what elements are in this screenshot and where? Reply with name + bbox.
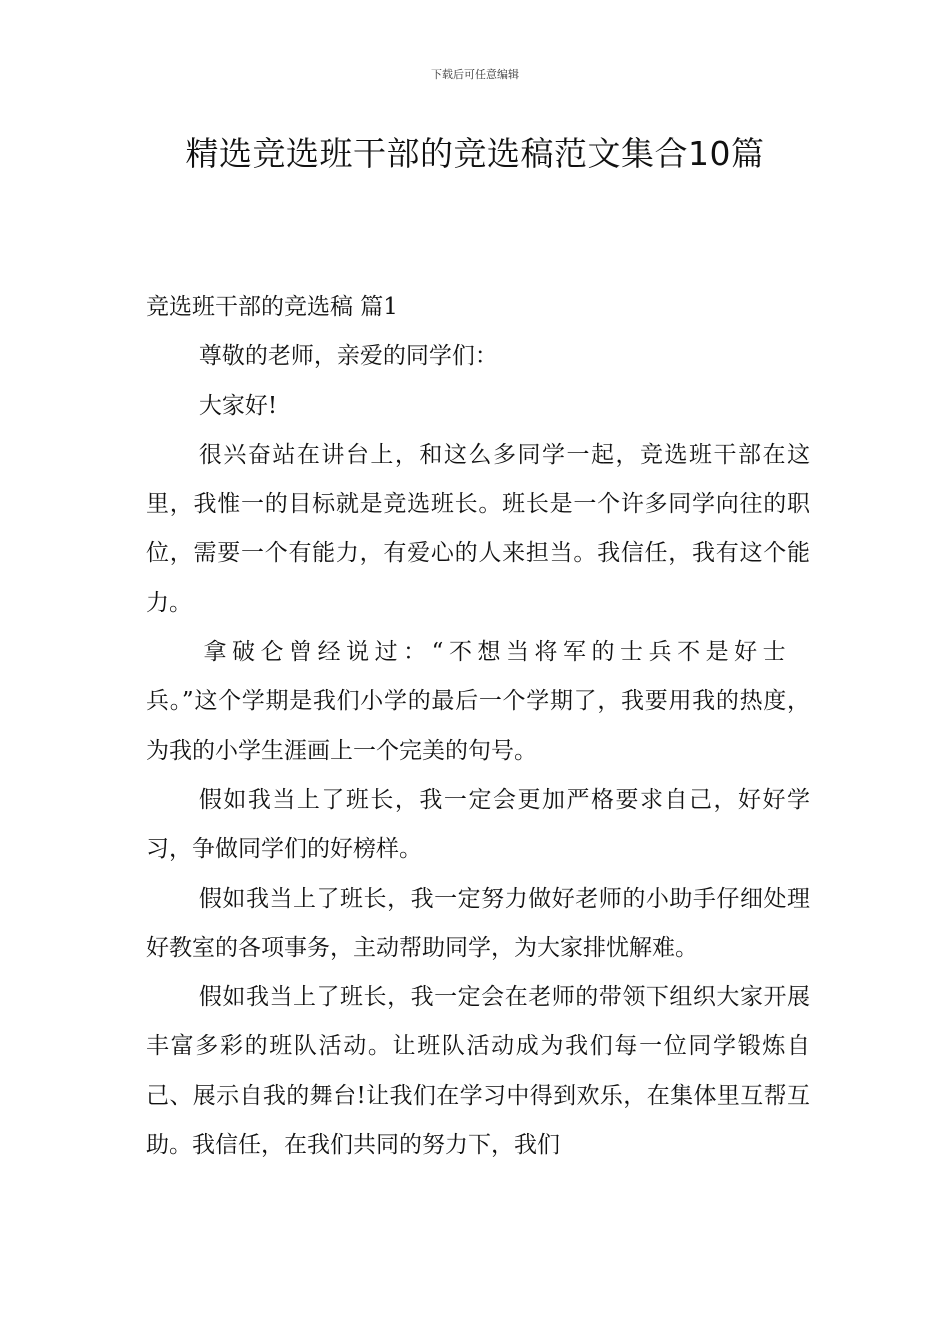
greeting-paragraph: 大家好! [198, 392, 278, 419]
document-title: 精选竞选班干部的竞选稿范文集合10篇 [185, 134, 765, 173]
section-heading: 竞选班干部的竞选稿 篇1 [146, 294, 398, 320]
body-paragraph-3: 假如我当上了班长，我一定会更加严格要求自己，好好学习，争做同学们的好榜样。 [146, 786, 810, 863]
body-paragraph-4: 假如我当上了班长，我一定努力做好老师的小助手仔细处理好教室的各项事务，主动帮助同学，为大家排忧解难。 [146, 885, 810, 961]
salutation-paragraph: 尊敬的老师，亲爱的同学们： [198, 343, 498, 370]
body-paragraph-1: 很兴奋站在讲台上，和这么多同学一起，竞选班干部在这里，我惟一的目标就是竞选班长。班长是一个许多同学向往的职位，需要一个有能力，有爱心的人来担当。我信任，我有这个能力。 [146, 441, 810, 616]
body-paragraph-2-continued: 兵。”这个学期是我们小学的最后一个学期了，我要用我的热度，为我的小学生涯画上一个完美的句号。 [146, 688, 810, 764]
body-paragraph-2-line-1: 拿破仑曾经说过：“不想当将军的士兵不是好士 [203, 639, 792, 666]
document-body [146, 283, 810, 1170]
header-note: 下载后可任意编辑 [431, 68, 519, 81]
body-paragraph-5: 假如我当上了班长，我一定会在老师的带领下组织大家开展丰富多彩的班队活动。让班队活动成为我们每一位同学锻炼自己、展示自我的舞台!让我们在学习中得到欢乐，在集体里互帮互助。我信任，在我们共同的努力下，我们 [146, 984, 810, 1159]
